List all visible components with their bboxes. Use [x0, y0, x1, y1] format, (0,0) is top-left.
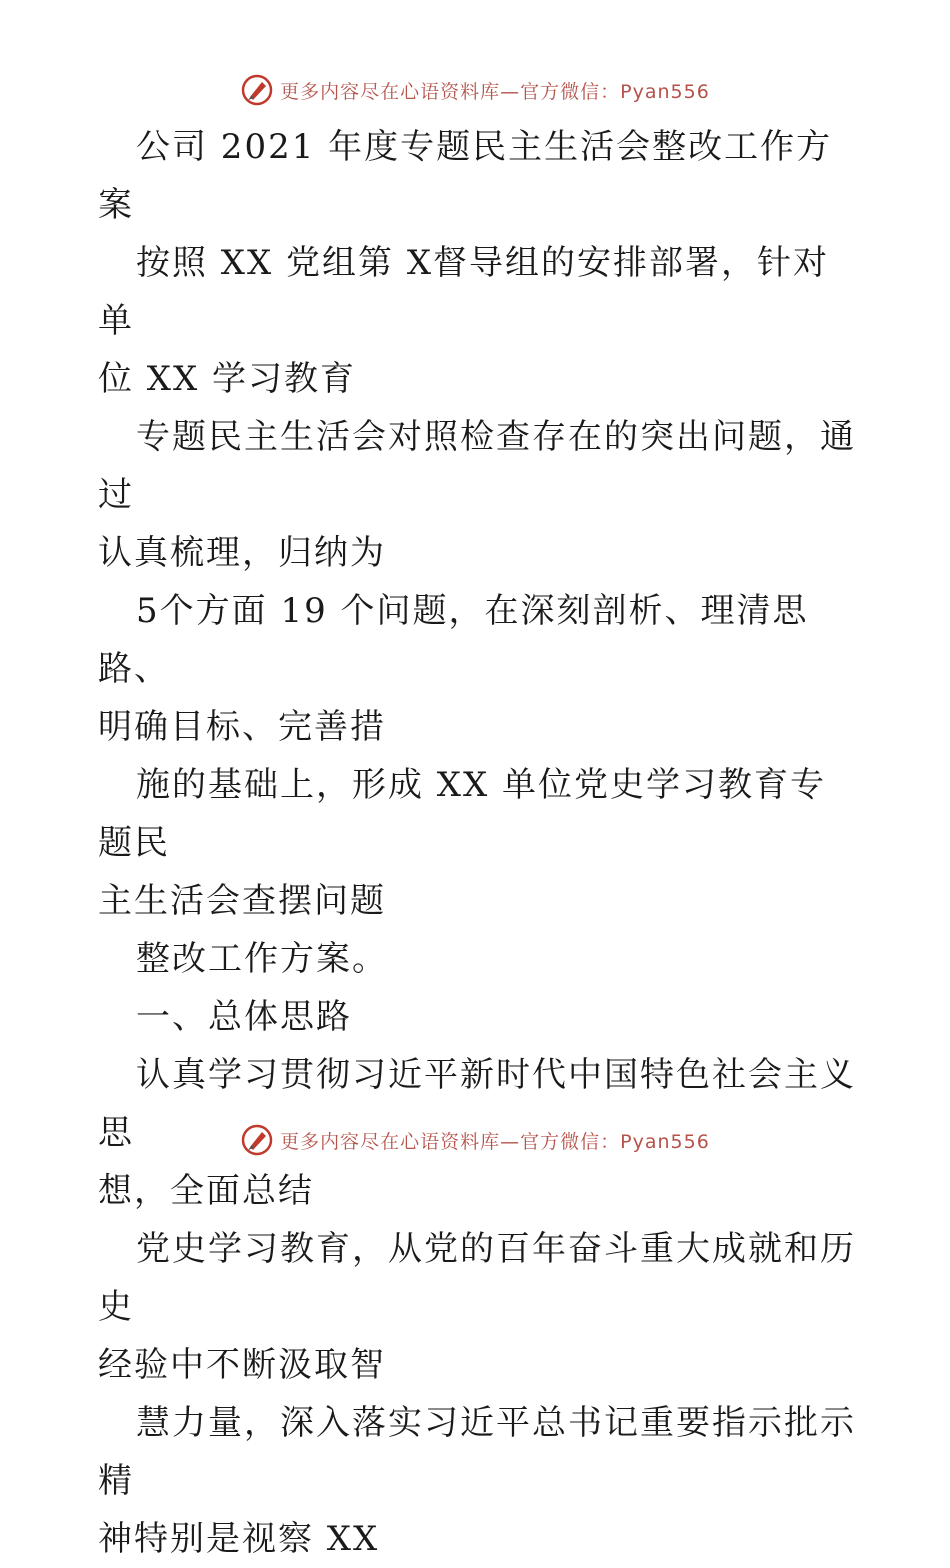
- paragraph: [98, 234, 858, 408]
- pen-nib-logo-icon: [240, 73, 274, 107]
- paragraph-line: 位 XX 学习教育: [98, 359, 357, 399]
- paragraph-line: 明确目标、完善措: [98, 707, 386, 747]
- paragraph-line: 施的基础上，形成 XX 单位党史学习教育专题民: [98, 765, 827, 863]
- paragraph: [98, 582, 858, 756]
- document-title: 公司 2021 年度专题民主生活会整改工作方案: [98, 127, 833, 225]
- paragraph: [98, 1394, 858, 1568]
- footer-banner-text: 更多内容尽在心语资料库—官方微信：Pyan556: [280, 1130, 710, 1153]
- paragraph: [98, 930, 858, 988]
- section-heading: [98, 988, 858, 1046]
- pen-nib-logo-icon: [240, 1123, 274, 1157]
- section-heading-text: 一、总体思路: [136, 997, 352, 1037]
- paragraph-line: 按照 XX 党组第 X督导组的安排部署，针对单: [98, 243, 830, 341]
- document-body: [98, 118, 858, 1568]
- header-watermark-banner: [0, 70, 950, 110]
- paragraph-line: 认真梳理，归纳为: [98, 533, 386, 573]
- paragraph-line: 神特别是视察 XX: [98, 1519, 380, 1559]
- paragraph-line: 5个方面 19 个问题，在深刻剖析、理清思路、: [98, 591, 809, 689]
- paragraph-line: 主生活会查摆问题: [98, 881, 386, 921]
- paragraph-line: 整改工作方案。: [136, 939, 388, 979]
- paragraph: [98, 408, 858, 582]
- paragraph: [98, 1220, 858, 1394]
- paragraph-line: 党史学习教育，从党的百年奋斗重大成就和历史: [98, 1229, 856, 1327]
- paragraph: [98, 756, 858, 930]
- paragraph-line: 认真学习贯彻习近平新时代中国特色社会主义思: [98, 1055, 856, 1153]
- paragraph-line: 想，全面总结: [98, 1171, 314, 1211]
- header-banner-text: 更多内容尽在心语资料库—官方微信：Pyan556: [280, 80, 710, 103]
- paragraph-line: 经验中不断汲取智: [98, 1345, 386, 1385]
- paragraph-line: 慧力量，深入落实习近平总书记重要指示批示精: [98, 1403, 856, 1501]
- footer-watermark-banner: [0, 1120, 950, 1160]
- paragraph-line: 专题民主生活会对照检查存在的突出问题，通过: [98, 417, 856, 515]
